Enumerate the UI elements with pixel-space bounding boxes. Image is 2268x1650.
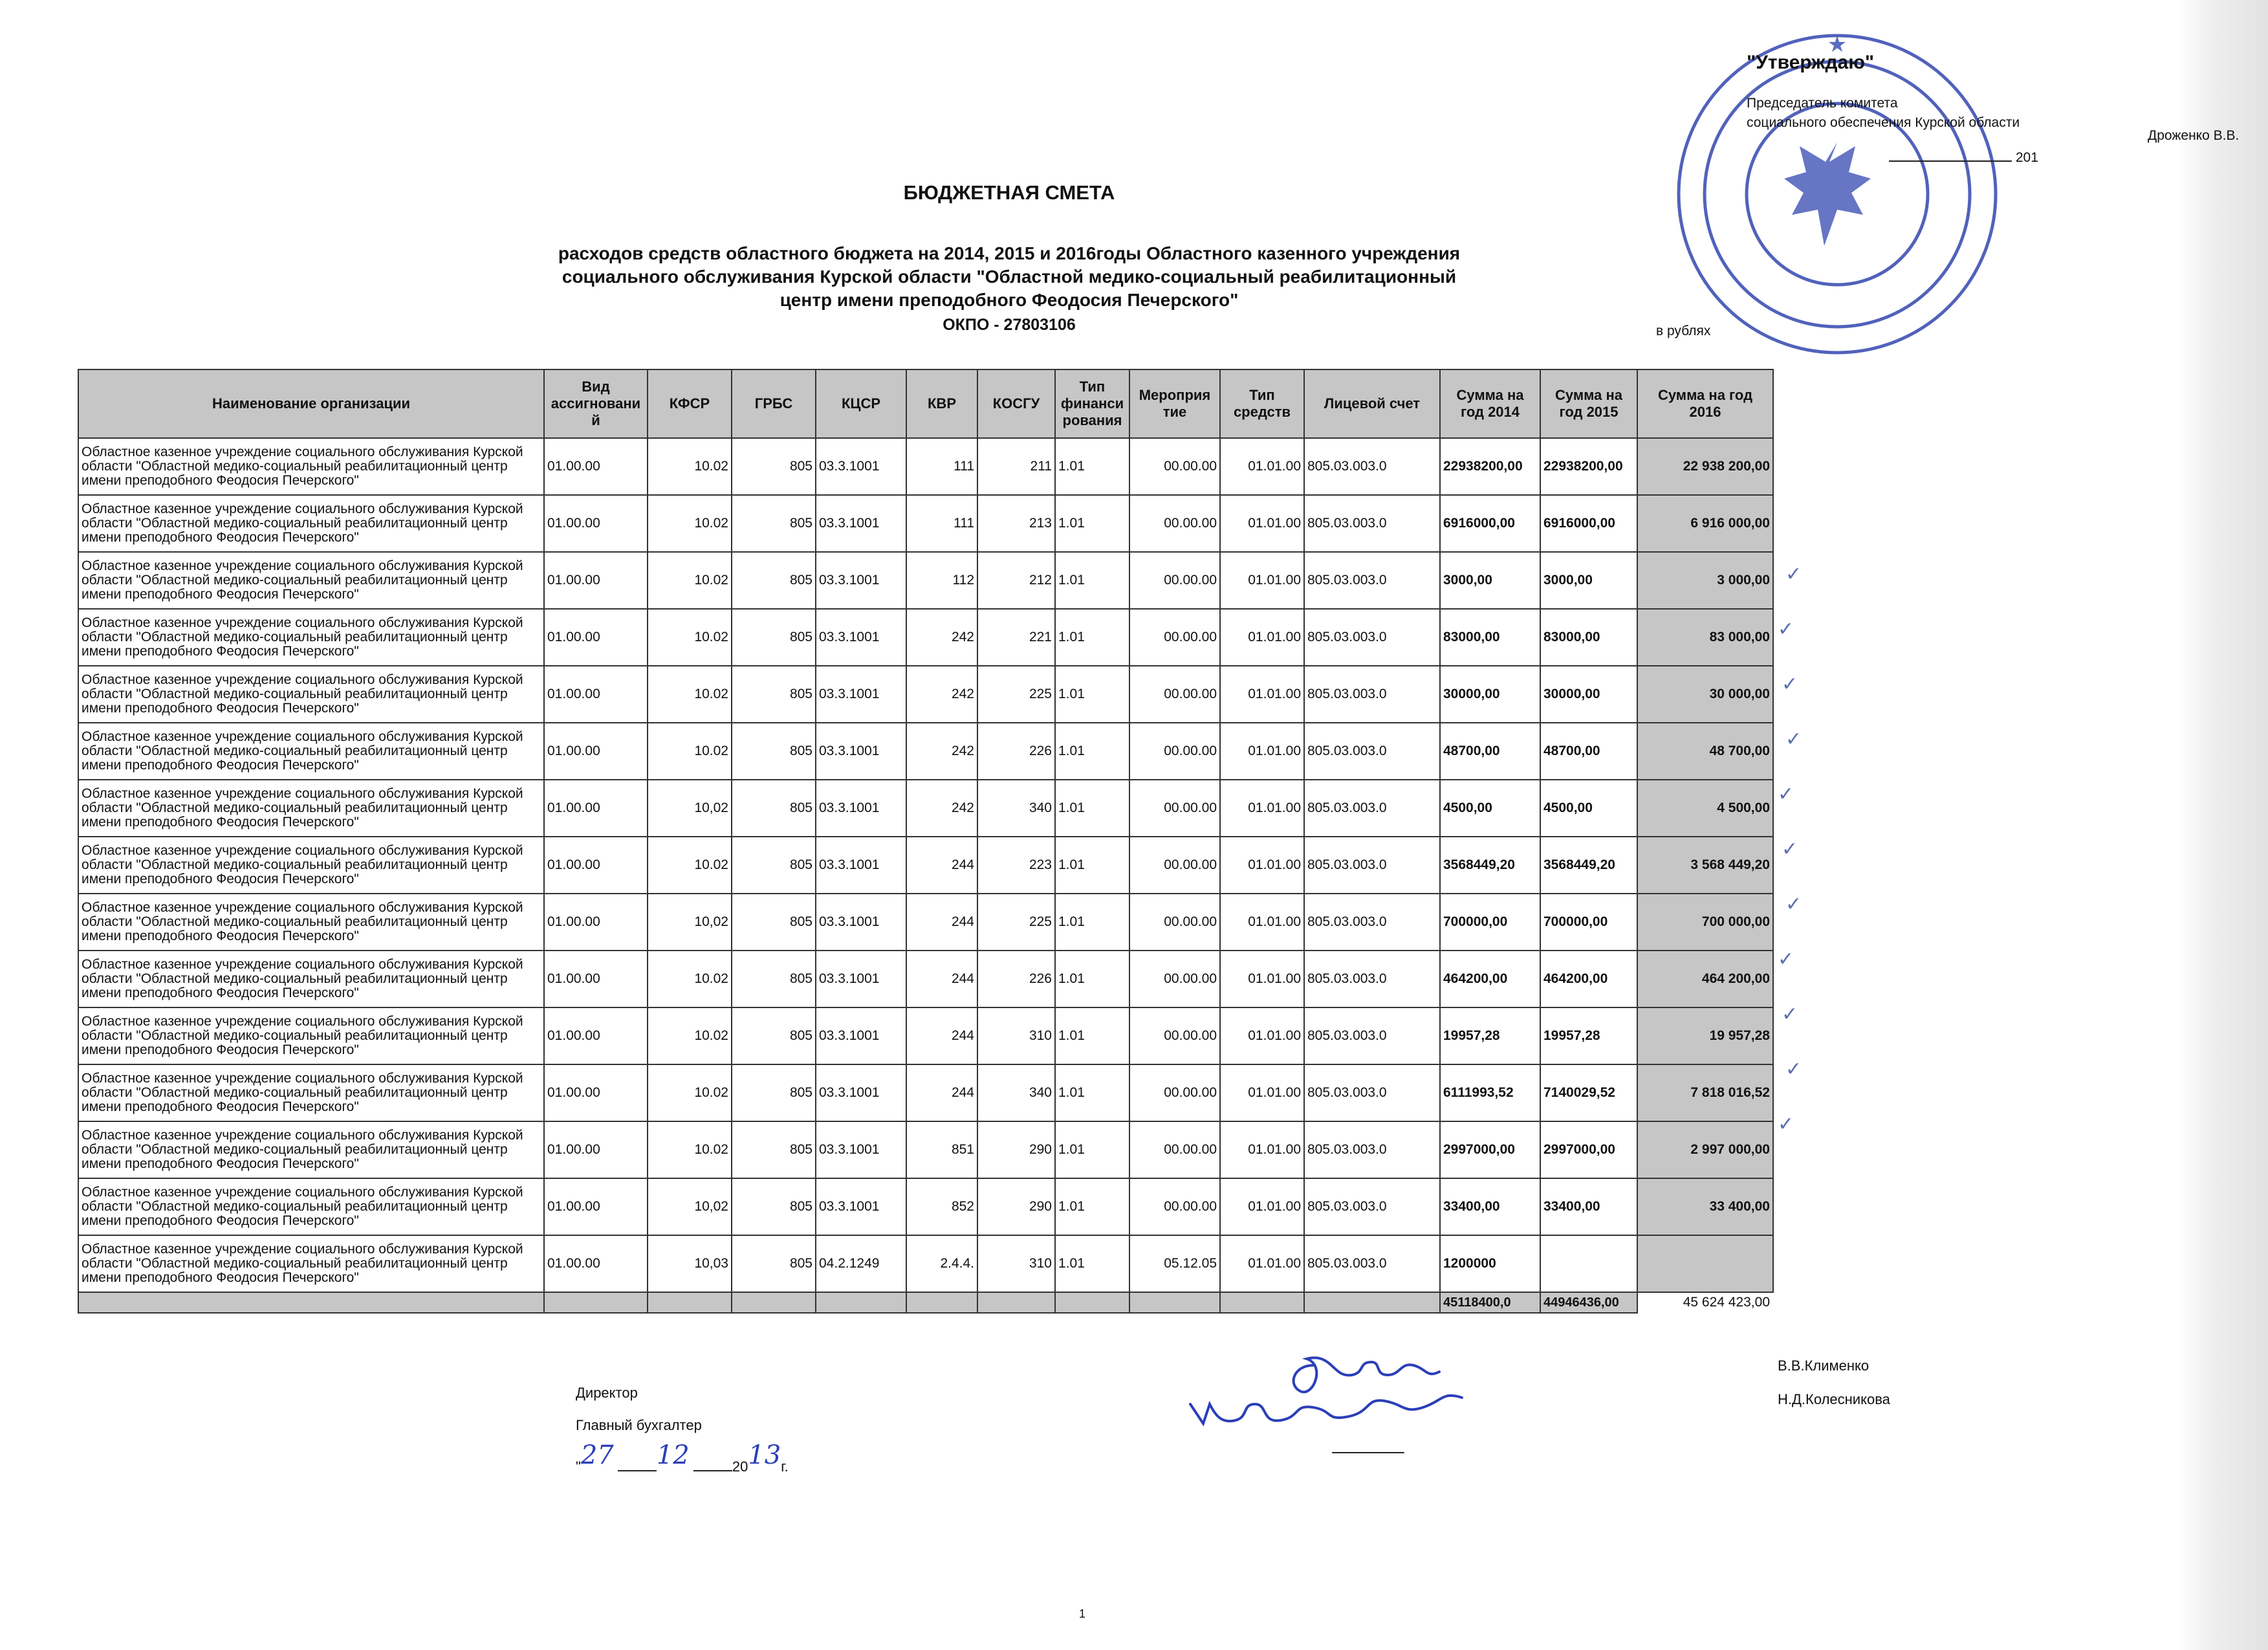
- check-mark-icon: ✓: [1778, 784, 1794, 805]
- approval-signer: Дроженко В.В.: [2148, 128, 2240, 143]
- row-vid: 01.00.00: [544, 495, 648, 552]
- row-kosgu: 340: [977, 780, 1055, 837]
- table-row: [78, 837, 1773, 894]
- sign-date: [576, 1440, 789, 1478]
- row-account: 805.03.003.0: [1304, 951, 1440, 1007]
- totals-row: [78, 1292, 1773, 1313]
- row-vid: 01.00.00: [544, 1007, 648, 1064]
- row-sum-2016: 700 000,00: [1637, 894, 1773, 951]
- row-name: Областное казенное учреждение социального обслуживания Курской области "Областной медико-социальный реабилитационный центр имени преподобного Феодосия Печерского": [78, 1064, 544, 1121]
- row-grbs: 805: [732, 837, 816, 894]
- row-account: 805.03.003.0: [1304, 438, 1440, 495]
- table-row: [78, 438, 1773, 495]
- row-account: 805.03.003.0: [1304, 780, 1440, 837]
- approval-title: "Утверждаю": [1747, 52, 1875, 73]
- row-sum-2015: [1540, 1235, 1637, 1292]
- row-grbs: 805: [732, 1235, 816, 1292]
- row-tip-sr: 01.01.00: [1220, 1064, 1304, 1121]
- row-kfsr: 10,02: [648, 894, 732, 951]
- row-account: 805.03.003.0: [1304, 666, 1440, 723]
- row-account: 805.03.003.0: [1304, 837, 1440, 894]
- row-meropr: 00.00.00: [1129, 1178, 1220, 1235]
- col-header-kcsr: КЦСР: [816, 369, 906, 438]
- table-header-row: [78, 369, 1773, 438]
- row-sum-2015: 83000,00: [1540, 609, 1637, 666]
- row-tip-fin: 1.01: [1055, 495, 1129, 552]
- row-kosgu: 226: [977, 951, 1055, 1007]
- row-sum-2015: 19957,28: [1540, 1007, 1637, 1064]
- approval-date-year: 201: [2015, 150, 2038, 165]
- row-kosgu: 223: [977, 837, 1055, 894]
- row-sum-2014: 3568449,20: [1440, 837, 1540, 894]
- check-mark-icon: ✓: [1785, 729, 1802, 750]
- row-account: 805.03.003.0: [1304, 1064, 1440, 1121]
- svg-text:★: ★: [1827, 32, 1848, 58]
- row-meropr: 00.00.00: [1129, 1007, 1220, 1064]
- row-tip-fin: 1.01: [1055, 1121, 1129, 1178]
- row-sum-2014: 19957,28: [1440, 1007, 1540, 1064]
- row-name: Областное казенное учреждение социального обслуживания Курской области "Областной медико-социальный реабилитационный центр имени преподобного Феодосия Печерского": [78, 894, 544, 951]
- row-sum-2014: 33400,00: [1440, 1178, 1540, 1235]
- row-tip-sr: 01.01.00: [1220, 837, 1304, 894]
- approval-org: социального обеспечения Курской области: [1747, 115, 2020, 130]
- row-sum-2016: 6 916 000,00: [1637, 495, 1773, 552]
- row-vid: 01.00.00: [544, 666, 648, 723]
- row-kcsr: 03.3.1001: [816, 1121, 906, 1178]
- col-header-name: Наименование организации: [78, 369, 544, 438]
- row-sum-2014: 83000,00: [1440, 609, 1540, 666]
- check-mark-icon: ✓: [1782, 839, 1798, 860]
- table-row: [78, 609, 1773, 666]
- row-kcsr: 03.3.1001: [816, 780, 906, 837]
- check-mark-icon: ✓: [1782, 1004, 1798, 1025]
- row-sum-2016: 7 818 016,52: [1637, 1064, 1773, 1121]
- totals-empty-cell: [544, 1292, 648, 1313]
- row-meropr: 00.00.00: [1129, 552, 1220, 609]
- totals-empty-cell: [1129, 1292, 1220, 1313]
- row-sum-2016: 3 000,00: [1637, 552, 1773, 609]
- row-kcsr: 04.2.1249: [816, 1235, 906, 1292]
- row-name: Областное казенное учреждение социального обслуживания Курской области "Областной медико-социальный реабилитационный центр имени преподобного Феодосия Печерского": [78, 723, 544, 780]
- row-grbs: 805: [732, 1121, 816, 1178]
- page-number: 1: [1079, 1607, 1086, 1620]
- row-name: Областное казенное учреждение социального обслуживания Курской области "Областной медико-социальный реабилитационный центр имени преподобного Феодосия Печерского": [78, 1178, 544, 1235]
- row-grbs: 805: [732, 438, 816, 495]
- row-account: 805.03.003.0: [1304, 495, 1440, 552]
- okpo-code: ОКПО - 27803106: [943, 316, 1076, 334]
- row-name: Областное казенное учреждение социального обслуживания Курской области "Областной медико-социальный реабилитационный центр имени преподобного Феодосия Печерского": [78, 837, 544, 894]
- row-kcsr: 03.3.1001: [816, 609, 906, 666]
- row-sum-2015: 33400,00: [1540, 1178, 1637, 1235]
- row-account: 805.03.003.0: [1304, 1235, 1440, 1292]
- row-kvr: 2.4.4.: [906, 1235, 977, 1292]
- row-kfsr: 10.02: [648, 951, 732, 1007]
- sign-date-month: 12: [656, 1440, 690, 1470]
- row-vid: 01.00.00: [544, 951, 648, 1007]
- table-row: [78, 552, 1773, 609]
- row-kfsr: 10.02: [648, 495, 732, 552]
- row-kcsr: 03.3.1001: [816, 951, 906, 1007]
- row-kosgu: 213: [977, 495, 1055, 552]
- row-sum-2016: 48 700,00: [1637, 723, 1773, 780]
- row-sum-2016: 4 500,00: [1637, 780, 1773, 837]
- row-vid: 01.00.00: [544, 780, 648, 837]
- sign-date-year: 13: [748, 1440, 781, 1470]
- col-header-kfsr: КФСР: [648, 369, 732, 438]
- totals-empty-cell: [732, 1292, 816, 1313]
- document-subtitle: расходов средств областного бюджета на 2014, 2015 и 2016годы Областного казенного учреждения социального обслуживания Курской области "Областной медико-социальный реабилитационный центр имени преподобного Феодосия Печерского": [558, 243, 1461, 310]
- row-grbs: 805: [732, 666, 816, 723]
- row-kcsr: 03.3.1001: [816, 837, 906, 894]
- row-tip-sr: 01.01.00: [1220, 951, 1304, 1007]
- col-header-2015: Сумма на год 2015: [1540, 369, 1637, 438]
- row-tip-fin: 1.01: [1055, 723, 1129, 780]
- col-header-account: Лицевой счет: [1304, 369, 1440, 438]
- row-meropr: 00.00.00: [1129, 609, 1220, 666]
- row-kfsr: 10.02: [648, 609, 732, 666]
- totals-empty-cell: [78, 1292, 544, 1313]
- row-kfsr: 10.02: [648, 837, 732, 894]
- handwritten-signatures: [1177, 1339, 1565, 1456]
- row-kvr: 242: [906, 723, 977, 780]
- row-tip-fin: 1.01: [1055, 1007, 1129, 1064]
- row-sum-2016: 33 400,00: [1637, 1178, 1773, 1235]
- row-sum-2016: 3 568 449,20: [1637, 837, 1773, 894]
- row-kvr: 244: [906, 1064, 977, 1121]
- totals-empty-cell: [1220, 1292, 1304, 1313]
- check-mark-icon: ✓: [1782, 674, 1798, 695]
- row-meropr: 05.12.05: [1129, 1235, 1220, 1292]
- approval-position: Председатель комитета: [1747, 96, 1898, 111]
- row-account: 805.03.003.0: [1304, 894, 1440, 951]
- row-kvr: 244: [906, 1007, 977, 1064]
- row-tip-fin: 1.01: [1055, 609, 1129, 666]
- row-kosgu: 221: [977, 609, 1055, 666]
- row-meropr: 00.00.00: [1129, 666, 1220, 723]
- row-vid: 01.00.00: [544, 438, 648, 495]
- row-kfsr: 10.02: [648, 666, 732, 723]
- row-sum-2016: 83 000,00: [1637, 609, 1773, 666]
- row-vid: 01.00.00: [544, 552, 648, 609]
- table-row: [78, 1007, 1773, 1064]
- row-kosgu: 340: [977, 1064, 1055, 1121]
- row-vid: 01.00.00: [544, 1121, 648, 1178]
- check-mark-icon: ✓: [1778, 619, 1794, 640]
- row-vid: 01.00.00: [544, 609, 648, 666]
- row-account: 805.03.003.0: [1304, 1121, 1440, 1178]
- row-tip-sr: 01.01.00: [1220, 1007, 1304, 1064]
- row-sum-2015: 2997000,00: [1540, 1121, 1637, 1178]
- row-tip-sr: 01.01.00: [1220, 723, 1304, 780]
- row-tip-sr: 01.01.00: [1220, 495, 1304, 552]
- row-sum-2014: 22938200,00: [1440, 438, 1540, 495]
- row-sum-2014: 48700,00: [1440, 723, 1540, 780]
- row-kfsr: 10.02: [648, 552, 732, 609]
- row-meropr: 00.00.00: [1129, 495, 1220, 552]
- check-mark-icon: ✓: [1785, 564, 1802, 585]
- check-mark-icon: ✓: [1785, 1059, 1802, 1080]
- row-name: Областное казенное учреждение социального обслуживания Курской области "Областной медико-социальный реабилитационный центр имени преподобного Феодосия Печерского": [78, 438, 544, 495]
- row-tip-fin: 1.01: [1055, 1064, 1129, 1121]
- row-meropr: 00.00.00: [1129, 894, 1220, 951]
- row-account: 805.03.003.0: [1304, 609, 1440, 666]
- row-kosgu: 211: [977, 438, 1055, 495]
- row-kfsr: 10,02: [648, 780, 732, 837]
- row-kvr: 244: [906, 951, 977, 1007]
- row-name: Областное казенное учреждение социального обслуживания Курской области "Областной медико-социальный реабилитационный центр имени преподобного Феодосия Печерского": [78, 1121, 544, 1178]
- table-row: [78, 1121, 1773, 1178]
- row-account: 805.03.003.0: [1304, 723, 1440, 780]
- table-row: [78, 1235, 1773, 1292]
- row-kvr: 244: [906, 894, 977, 951]
- row-meropr: 00.00.00: [1129, 951, 1220, 1007]
- totals-empty-cell: [648, 1292, 732, 1313]
- row-meropr: 00.00.00: [1129, 1064, 1220, 1121]
- row-kvr: 244: [906, 837, 977, 894]
- sign-date-day: 27: [580, 1440, 614, 1470]
- row-sum-2016: 30 000,00: [1637, 666, 1773, 723]
- row-kfsr: 10.02: [648, 723, 732, 780]
- table-row: [78, 951, 1773, 1007]
- col-header-meropr: Мероприя тие: [1129, 369, 1220, 438]
- row-tip-fin: 1.01: [1055, 951, 1129, 1007]
- col-header-tip-sr: Тип средств: [1220, 369, 1304, 438]
- row-meropr: 00.00.00: [1129, 780, 1220, 837]
- sign-date-year-prefix: 20: [732, 1458, 748, 1475]
- row-kosgu: 225: [977, 666, 1055, 723]
- row-tip-sr: 01.01.00: [1220, 609, 1304, 666]
- row-sum-2016: 19 957,28: [1637, 1007, 1773, 1064]
- row-tip-fin: 1.01: [1055, 552, 1129, 609]
- row-sum-2015: 7140029,52: [1540, 1064, 1637, 1121]
- row-kfsr: 10.02: [648, 1007, 732, 1064]
- row-grbs: 805: [732, 1064, 816, 1121]
- row-sum-2015: 30000,00: [1540, 666, 1637, 723]
- row-tip-sr: 01.01.00: [1220, 1235, 1304, 1292]
- director-name: В.В.Клименко: [1778, 1358, 1870, 1374]
- row-kcsr: 03.3.1001: [816, 1178, 906, 1235]
- total-s2015: 44946436,00: [1540, 1292, 1637, 1313]
- row-name: Областное казенное учреждение социального обслуживания Курской области "Областной медико-социальный реабилитационный центр имени преподобного Феодосия Печерского": [78, 552, 544, 609]
- row-tip-sr: 01.01.00: [1220, 1178, 1304, 1235]
- row-kvr: 111: [906, 438, 977, 495]
- row-kfsr: 10.02: [648, 1121, 732, 1178]
- row-kfsr: 10,03: [648, 1235, 732, 1292]
- row-tip-fin: 1.01: [1055, 1235, 1129, 1292]
- row-account: 805.03.003.0: [1304, 1178, 1440, 1235]
- row-kfsr: 10,02: [648, 1178, 732, 1235]
- check-mark-icon: ✓: [1785, 894, 1802, 915]
- col-header-2014: Сумма на год 2014: [1440, 369, 1540, 438]
- row-tip-fin: 1.01: [1055, 837, 1129, 894]
- row-kcsr: 03.3.1001: [816, 552, 906, 609]
- accountant-name: Н.Д.Колесникова: [1778, 1391, 1890, 1407]
- director-label: Директор: [576, 1385, 638, 1401]
- row-name: Областное казенное учреждение социального обслуживания Курской области "Областной медико-социальный реабилитационный центр имени преподобного Феодосия Печерского": [78, 951, 544, 1007]
- sign-date-suffix: г.: [781, 1458, 789, 1475]
- row-grbs: 805: [732, 723, 816, 780]
- row-sum-2014: 6111993,52: [1440, 1064, 1540, 1121]
- row-tip-sr: 01.01.00: [1220, 666, 1304, 723]
- table-row: [78, 1064, 1773, 1121]
- row-kfsr: 10.02: [648, 1064, 732, 1121]
- col-header-kvr: КВР: [906, 369, 977, 438]
- row-kosgu: 290: [977, 1178, 1055, 1235]
- row-kosgu: 212: [977, 552, 1055, 609]
- total-s2014: 45118400,0: [1440, 1292, 1540, 1313]
- row-sum-2014: 30000,00: [1440, 666, 1540, 723]
- row-sum-2015: 6916000,00: [1540, 495, 1637, 552]
- row-tip-sr: 01.01.00: [1220, 552, 1304, 609]
- row-sum-2014: 6916000,00: [1440, 495, 1540, 552]
- approval-block: [1747, 52, 2240, 166]
- col-header-2016: Сумма на год 2016: [1637, 369, 1773, 438]
- row-kvr: 852: [906, 1178, 977, 1235]
- row-name: Областное казенное учреждение социального обслуживания Курской области "Областной медико-социальный реабилитационный центр имени преподобного Феодосия Печерского": [78, 780, 544, 837]
- row-kvr: 242: [906, 780, 977, 837]
- totals-empty-cell: [906, 1292, 977, 1313]
- check-mark-icon: ✓: [1778, 1114, 1794, 1135]
- sign-date-open: ": [576, 1458, 581, 1475]
- row-grbs: 805: [732, 780, 816, 837]
- table-row: [78, 894, 1773, 951]
- row-grbs: 805: [732, 495, 816, 552]
- row-tip-fin: 1.01: [1055, 780, 1129, 837]
- row-vid: 01.00.00: [544, 837, 648, 894]
- row-vid: 01.00.00: [544, 894, 648, 951]
- table-body: [78, 438, 1773, 1313]
- col-header-grbs: ГРБС: [732, 369, 816, 438]
- document-header: [550, 181, 1468, 335]
- row-account: 805.03.003.0: [1304, 1007, 1440, 1064]
- row-kvr: 851: [906, 1121, 977, 1178]
- row-grbs: 805: [732, 1007, 816, 1064]
- row-sum-2015: 3000,00: [1540, 552, 1637, 609]
- totals-empty-cell: [977, 1292, 1055, 1313]
- row-sum-2015: 48700,00: [1540, 723, 1637, 780]
- row-tip-sr: 01.01.00: [1220, 438, 1304, 495]
- row-vid: 01.00.00: [544, 1064, 648, 1121]
- row-kcsr: 03.3.1001: [816, 1007, 906, 1064]
- row-kvr: 242: [906, 666, 977, 723]
- budget-table: [78, 369, 1774, 1314]
- row-vid: 01.00.00: [544, 723, 648, 780]
- total-s2016: 45 624 423,00: [1637, 1292, 1773, 1313]
- row-kvr: 242: [906, 609, 977, 666]
- row-kvr: 111: [906, 495, 977, 552]
- row-account: 805.03.003.0: [1304, 552, 1440, 609]
- totals-empty-cell: [1055, 1292, 1129, 1313]
- table-row: [78, 723, 1773, 780]
- row-name: Областное казенное учреждение социального обслуживания Курской области "Областной медико-социальный реабилитационный центр имени преподобного Феодосия Печерского": [78, 1007, 544, 1064]
- totals-empty-cell: [816, 1292, 906, 1313]
- row-tip-fin: 1.01: [1055, 438, 1129, 495]
- row-tip-sr: 01.01.00: [1220, 894, 1304, 951]
- table-row: [78, 780, 1773, 837]
- row-sum-2015: 22938200,00: [1540, 438, 1637, 495]
- check-mark-icon: ✓: [1778, 949, 1794, 970]
- row-kcsr: 03.3.1001: [816, 723, 906, 780]
- row-grbs: 805: [732, 552, 816, 609]
- approval-date: [1747, 150, 2148, 166]
- row-tip-fin: 1.01: [1055, 1178, 1129, 1235]
- row-sum-2015: 700000,00: [1540, 894, 1637, 951]
- accountant-label: Главный бухгалтер: [576, 1417, 702, 1433]
- row-vid: 01.00.00: [544, 1178, 648, 1235]
- row-meropr: 00.00.00: [1129, 723, 1220, 780]
- row-sum-2015: 464200,00: [1540, 951, 1637, 1007]
- row-name: Областное казенное учреждение социального обслуживания Курской области "Областной медико-социальный реабилитационный центр имени преподобного Феодосия Печерского": [78, 609, 544, 666]
- table-row: [78, 495, 1773, 552]
- col-header-vid: Вид ассигновани й: [544, 369, 648, 438]
- row-sum-2016: [1637, 1235, 1773, 1292]
- row-name: Областное казенное учреждение социального обслуживания Курской области "Областной медико-социальный реабилитационный центр имени преподобного Феодосия Печерского": [78, 1235, 544, 1292]
- row-grbs: 805: [732, 609, 816, 666]
- row-kcsr: 03.3.1001: [816, 1064, 906, 1121]
- row-sum-2014: 2997000,00: [1440, 1121, 1540, 1178]
- row-grbs: 805: [732, 951, 816, 1007]
- row-tip-fin: 1.01: [1055, 666, 1129, 723]
- row-kcsr: 03.3.1001: [816, 894, 906, 951]
- row-vid: 01.00.00: [544, 1235, 648, 1292]
- row-tip-fin: 1.01: [1055, 894, 1129, 951]
- row-sum-2014: 3000,00: [1440, 552, 1540, 609]
- row-sum-2016: 22 938 200,00: [1637, 438, 1773, 495]
- table-row: [78, 1178, 1773, 1235]
- row-sum-2014: 464200,00: [1440, 951, 1540, 1007]
- row-meropr: 00.00.00: [1129, 1121, 1220, 1178]
- units-label: в рублях: [1656, 324, 1711, 338]
- row-meropr: 00.00.00: [1129, 438, 1220, 495]
- row-kosgu: 226: [977, 723, 1055, 780]
- row-grbs: 805: [732, 894, 816, 951]
- row-sum-2015: 3568449,20: [1540, 837, 1637, 894]
- row-sum-2014: 700000,00: [1440, 894, 1540, 951]
- row-sum-2014: 1200000: [1440, 1235, 1540, 1292]
- row-kosgu: 290: [977, 1121, 1055, 1178]
- row-sum-2014: 4500,00: [1440, 780, 1540, 837]
- row-meropr: 00.00.00: [1129, 837, 1220, 894]
- document-title: БЮДЖЕТНАЯ СМЕТА: [903, 181, 1115, 204]
- row-kosgu: 310: [977, 1007, 1055, 1064]
- row-sum-2016: 464 200,00: [1637, 951, 1773, 1007]
- scan-edge: [2177, 0, 2268, 1650]
- row-tip-sr: 01.01.00: [1220, 1121, 1304, 1178]
- row-kcsr: 03.3.1001: [816, 438, 906, 495]
- row-kcsr: 03.3.1001: [816, 495, 906, 552]
- row-kfsr: 10.02: [648, 438, 732, 495]
- table-row: [78, 666, 1773, 723]
- row-kosgu: 310: [977, 1235, 1055, 1292]
- col-header-tip-fin: Тип финанси рования: [1055, 369, 1129, 438]
- row-sum-2016: 2 997 000,00: [1637, 1121, 1773, 1178]
- row-kosgu: 225: [977, 894, 1055, 951]
- row-tip-sr: 01.01.00: [1220, 780, 1304, 837]
- row-sum-2015: 4500,00: [1540, 780, 1637, 837]
- totals-empty-cell: [1304, 1292, 1440, 1313]
- row-grbs: 805: [732, 1178, 816, 1235]
- row-kcsr: 03.3.1001: [816, 666, 906, 723]
- row-name: Областное казенное учреждение социального обслуживания Курской области "Областной медико-социальный реабилитационный центр имени преподобного Феодосия Печерского": [78, 666, 544, 723]
- col-header-kosgu: КОСГУ: [977, 369, 1055, 438]
- row-kvr: 112: [906, 552, 977, 609]
- row-name: Областное казенное учреждение социального обслуживания Курской области "Областной медико-социальный реабилитационный центр имени преподобного Феодосия Печерского": [78, 495, 544, 552]
